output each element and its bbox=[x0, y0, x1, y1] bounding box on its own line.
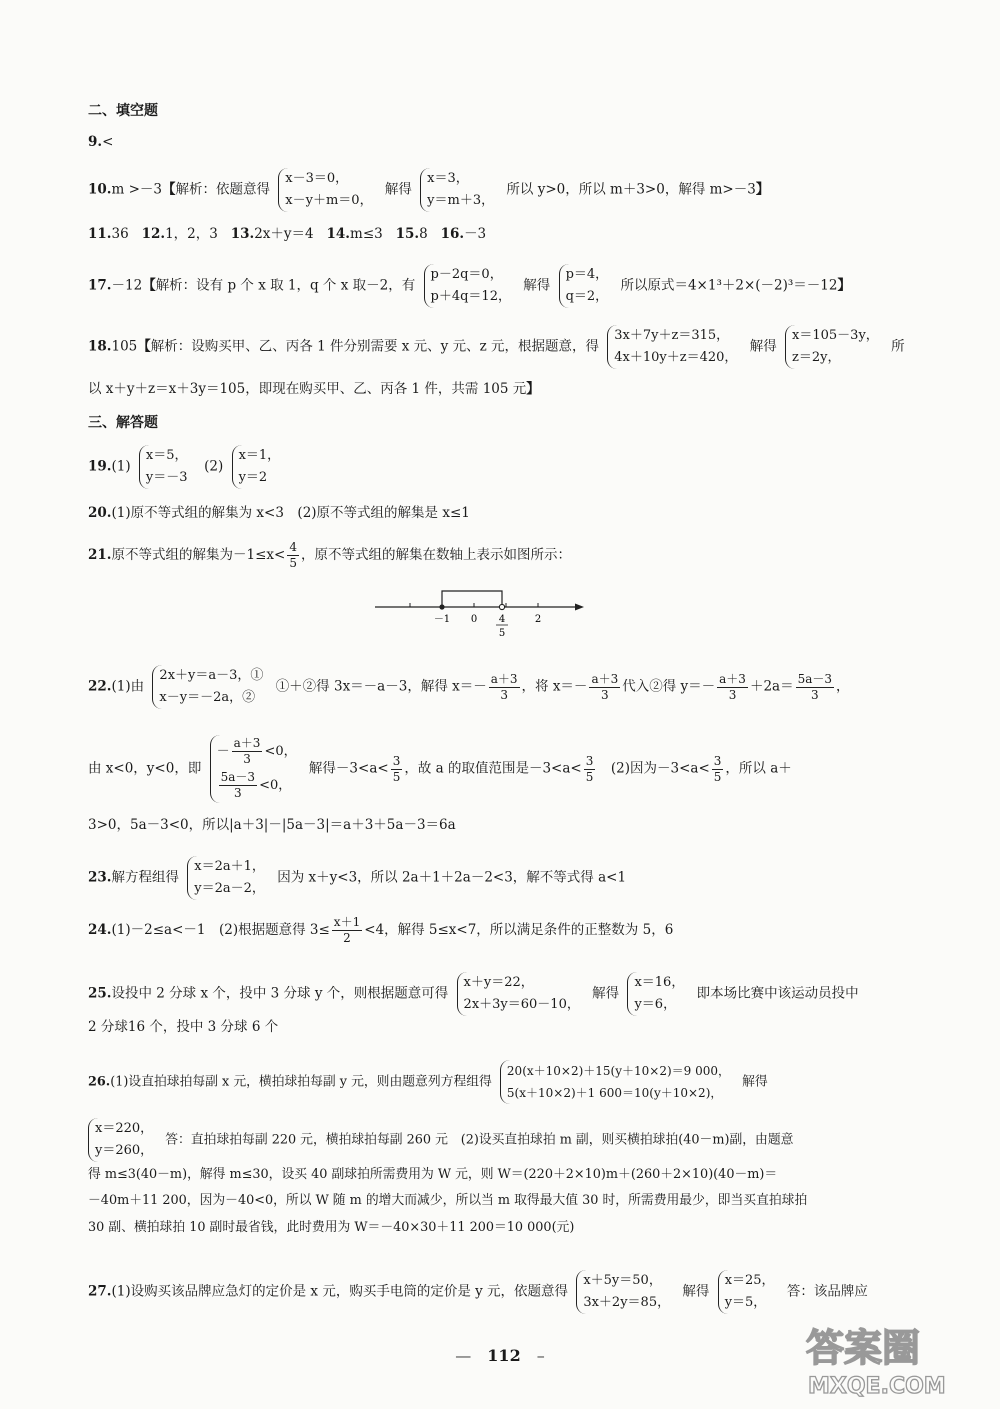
q22-ineq2-den: 3 bbox=[234, 786, 242, 800]
q17-bracket-open: 【 bbox=[142, 277, 156, 294]
q22-frac7-num: 3 bbox=[713, 753, 722, 768]
q10-system1 bbox=[278, 168, 376, 212]
q26-number: 26. bbox=[88, 1074, 111, 1090]
q17-system2-row2: q＝2， bbox=[565, 289, 609, 304]
q26-system2 bbox=[88, 1118, 157, 1162]
q18-text3: 所 bbox=[891, 338, 905, 355]
q15-answer: 8 bbox=[419, 226, 428, 242]
q17-text3: 所以原式＝4×1³＋2×(－2)³＝－12 bbox=[620, 277, 838, 294]
q14-number: 14. bbox=[326, 226, 351, 242]
q19-system2-row1: x＝1， bbox=[238, 448, 281, 463]
q22-frac2-num: a＋3 bbox=[591, 671, 619, 686]
q23-text2: 因为 x＋y<3，所以 2a＋1＋2a－2<3，解不等式得 a<1 bbox=[277, 869, 627, 886]
q17-bracket-close: 】 bbox=[837, 277, 851, 294]
q22-text1: (1)由 bbox=[111, 678, 145, 695]
q22-frac4 bbox=[796, 672, 834, 703]
q25-system1-row2: 2x＋3y＝60－10， bbox=[463, 997, 580, 1012]
q26-text3: 答：直拍球拍每副 220 元，横拍球拍每副 260 元 (2)设买直拍球拍 m 副，则买横拍球拍(40－m)副，由题意 bbox=[165, 1132, 794, 1148]
q27-system1-row2: 3x＋2y＝85， bbox=[583, 1295, 671, 1310]
q18-text4: 以 x＋y＋z＝x＋3y＝105，即现在购买甲、乙、丙各 1 件，共需 105 元 bbox=[88, 381, 527, 397]
q19-system1-row1: x＝5， bbox=[145, 448, 188, 463]
q11-number: 11. bbox=[88, 226, 112, 242]
q22-frac7 bbox=[712, 754, 724, 785]
q22 bbox=[88, 665, 850, 709]
q23-text1: 解方程组得 bbox=[111, 869, 179, 886]
q18-number: 18. bbox=[88, 338, 112, 355]
q27-text1: (1)设购买该品牌应急灯的定价是 x 元，购买手电筒的定价是 y 元，依题意得 bbox=[111, 1283, 569, 1300]
q27-number: 27. bbox=[88, 1283, 112, 1300]
q22-frac6 bbox=[584, 754, 596, 785]
q22-text2: ①＋②得 3x＝－a－3，解得 x＝－ bbox=[275, 678, 487, 695]
q13-answer: 2x＋y＝4 bbox=[254, 226, 314, 242]
q22-system-row2: x－y＝－2a，② bbox=[159, 690, 256, 705]
q10-system1-row2: x－y＋m＝0， bbox=[285, 193, 373, 208]
q17-system1-row1: p－2q＝0， bbox=[430, 267, 503, 282]
q17-answer: －12 bbox=[111, 277, 143, 294]
q22-frac5-num: 3 bbox=[392, 753, 401, 768]
q25-system2-row1: x＝16， bbox=[634, 975, 685, 990]
q22-frac2 bbox=[589, 672, 620, 703]
q21-text2: ，原不等式组的解集在数轴上表示如图所示： bbox=[300, 547, 571, 563]
q22-ineq1-den: 3 bbox=[243, 752, 251, 766]
q22-text6: ， bbox=[836, 678, 850, 695]
q23-system-row2: y＝2a－2， bbox=[194, 881, 265, 896]
q27-system2-row1: x＝25， bbox=[724, 1273, 775, 1288]
q17-text2: 解得 bbox=[523, 277, 551, 294]
q19-part2: (2) bbox=[204, 458, 224, 475]
q18-text2: 解得 bbox=[749, 338, 777, 355]
q19-part1: (1) bbox=[111, 458, 131, 475]
q27-system2-row2: y＝5， bbox=[724, 1295, 767, 1310]
q27-system2 bbox=[718, 1270, 779, 1314]
q18-bracket-close: 】 bbox=[526, 381, 540, 397]
q10-text2: 解得 bbox=[384, 181, 412, 198]
q22-text5: ＋2a＝ bbox=[749, 678, 794, 695]
q22-frac1 bbox=[489, 672, 520, 703]
q17-system2 bbox=[559, 264, 613, 308]
q18-system2-row1: x＝105－3y， bbox=[792, 328, 879, 343]
q25-cont bbox=[88, 1017, 278, 1037]
q22-ineq1-sign: － bbox=[216, 744, 230, 759]
q24-number: 24. bbox=[88, 922, 112, 938]
q22-ineq1-rel: <0， bbox=[264, 744, 297, 759]
q22-ineq1-frac bbox=[232, 736, 263, 767]
q22-frac3-den: 3 bbox=[728, 687, 737, 702]
q23-system bbox=[187, 856, 269, 900]
q22-line2 bbox=[88, 735, 792, 803]
solution-bracket bbox=[442, 591, 502, 607]
open-point-four-fifths bbox=[499, 604, 504, 609]
q17-system1-row2: p＋4q＝12， bbox=[430, 289, 511, 304]
q18-cont bbox=[88, 379, 540, 399]
q22-number: 22. bbox=[88, 678, 112, 695]
watermark-url: MXQE.COM bbox=[808, 1374, 946, 1399]
q26-line2 bbox=[88, 1118, 793, 1162]
q19-system1-row2: y＝－3 bbox=[145, 470, 188, 485]
q26-line5 bbox=[88, 1218, 574, 1238]
label-five: 5 bbox=[498, 628, 506, 639]
label-four: 4 bbox=[498, 614, 506, 625]
q25-number: 25. bbox=[88, 985, 112, 1002]
q26-line3 bbox=[88, 1165, 777, 1185]
q16-number: 16. bbox=[440, 226, 465, 242]
q24-frac-den: 2 bbox=[343, 931, 351, 945]
q18-system2-row2: z＝2y， bbox=[792, 350, 841, 365]
q22-text10: (2)因为－3<a< bbox=[597, 760, 710, 777]
q12-number: 12. bbox=[141, 226, 166, 242]
q26 bbox=[88, 1060, 768, 1104]
q22-text3: ，将 x＝－ bbox=[521, 678, 588, 695]
q10-bracket-open: 【 bbox=[162, 181, 176, 198]
q22-text4: 代入②得 y＝－ bbox=[622, 678, 716, 695]
q18-answer: 105 bbox=[111, 338, 138, 355]
q9 bbox=[88, 132, 113, 152]
q18-system2 bbox=[785, 325, 883, 369]
q22-ineq2-frac bbox=[219, 770, 257, 801]
q22-frac5 bbox=[391, 754, 403, 785]
q18-system1-row1: 3x＋7y＋z＝315， bbox=[614, 328, 730, 343]
q25-text4: 2 分球16 个，投中 3 分球 6 个 bbox=[88, 1019, 279, 1035]
q22-inequality-system bbox=[210, 735, 301, 803]
q10-system1-row1: x－3＝0， bbox=[285, 171, 349, 186]
q22-text9: ，故 a 的取值范围是－3<a< bbox=[404, 760, 582, 777]
watermark-logo bbox=[798, 1319, 988, 1399]
q18-bracket-open: 【 bbox=[137, 338, 151, 355]
q26-line4 bbox=[88, 1191, 807, 1211]
q22-frac1-den: 3 bbox=[500, 687, 508, 702]
q22-line3 bbox=[88, 815, 456, 835]
q25-system1 bbox=[457, 972, 584, 1016]
label-2: 2 bbox=[534, 614, 542, 625]
number-line-arrow bbox=[575, 604, 584, 611]
q21-text1: 原不等式组的解集为－1≤x< bbox=[111, 547, 286, 563]
q10-system2-row2: y＝m＋3， bbox=[427, 193, 495, 208]
q22-text8: 解得－3<a< bbox=[308, 760, 389, 777]
q22-text11: ，所以 a＋ bbox=[725, 760, 792, 777]
q13-number: 13. bbox=[230, 226, 255, 242]
q10-number: 10. bbox=[88, 181, 112, 198]
q22-frac3 bbox=[717, 672, 748, 703]
q26-text4: 得 m≤3(40－m)，解得 m≤30，设买 40 副球拍所需费用为 W 元，则 W＝(220＋2×10)m＋(260＋2×10)(40－m)＝ bbox=[88, 1167, 778, 1182]
q26-text1: (1)设直拍球拍每副 x 元，横拍球拍每副 y 元，则由题意列方程组得 bbox=[110, 1074, 492, 1090]
q27-text2: 解得 bbox=[682, 1283, 710, 1300]
q19-number: 19. bbox=[88, 458, 112, 475]
q10-text3: 所以 y>0，所以 m＋3>0，解得 m>－3 bbox=[506, 181, 756, 198]
q18 bbox=[88, 325, 905, 369]
q22-ineq2-num: 5a－3 bbox=[220, 770, 256, 784]
q22-ineq1-num: a＋3 bbox=[233, 736, 261, 750]
q21 bbox=[88, 540, 571, 571]
page-dash-right: – bbox=[536, 1346, 545, 1365]
q21-frac-num: 4 bbox=[289, 540, 297, 554]
q24 bbox=[88, 915, 673, 946]
q26-system2-row1: x＝220， bbox=[95, 1121, 154, 1136]
q22-system-row1: 2x＋y＝a－3，① bbox=[159, 668, 264, 683]
label-minus1: －1 bbox=[433, 614, 451, 625]
q24-frac-num: x＋1 bbox=[333, 915, 361, 929]
q19-system2 bbox=[232, 445, 285, 489]
q23-system-row1: x＝2a＋1， bbox=[194, 859, 265, 874]
section-fill-in: 二、填空题 bbox=[88, 103, 158, 119]
q9-number: 9. bbox=[88, 134, 103, 150]
page-dash-left: — bbox=[455, 1346, 472, 1365]
q12-answer: 1，2，3 bbox=[165, 226, 218, 242]
q20-number: 20. bbox=[88, 505, 112, 521]
q25 bbox=[88, 972, 859, 1016]
q25-text1: 设投中 2 分球 x 个，投中 3 分球 y 个，则根据题意可得 bbox=[111, 985, 449, 1002]
q10-text1: 解析：依题意得 bbox=[175, 181, 270, 198]
q22-frac6-den: 5 bbox=[585, 769, 594, 784]
q20 bbox=[88, 503, 470, 523]
q23 bbox=[88, 856, 626, 900]
q22-frac5-den: 5 bbox=[392, 769, 401, 784]
section-solve: 三、解答题 bbox=[88, 415, 158, 431]
q25-text2: 解得 bbox=[592, 985, 620, 1002]
q21-frac-den: 5 bbox=[289, 556, 297, 570]
q26-text2: 解得 bbox=[742, 1074, 768, 1090]
q10-system2 bbox=[420, 168, 498, 212]
q27-text3: 答：该品牌应 bbox=[786, 1283, 868, 1300]
q22-text12: 3>0，5a－3<0，所以|a＋3|－|5a－3|＝a＋3＋5a－3＝6a bbox=[88, 817, 456, 833]
q26-text6: 30 副、横拍球拍 10 副时最省钱，此时费用为 W＝－40×30＋11 200＝10 000(元) bbox=[88, 1220, 575, 1235]
q15-number: 15. bbox=[395, 226, 420, 242]
q22-ineq-row1 bbox=[217, 735, 297, 769]
q18-text1: 解析：设购买甲、乙、丙各 1 件分别需要 x 元、y 元、z 元，根据题意，得 bbox=[150, 338, 599, 355]
label-0: 0 bbox=[470, 614, 478, 625]
q19-system1 bbox=[139, 445, 192, 489]
q26-system1-row1: 20(x＋10×2)＋15(y＋10×2)＝9 000， bbox=[506, 1064, 731, 1078]
q10 bbox=[88, 168, 769, 212]
q22-system bbox=[152, 665, 267, 709]
q21-number: 21. bbox=[88, 547, 112, 563]
q20-text: (1)原不等式组的解集为 x<3 (2)原不等式组的解集是 x≤1 bbox=[111, 505, 470, 521]
q22-frac3-num: a＋3 bbox=[719, 671, 746, 686]
q17 bbox=[88, 264, 851, 308]
q17-system1 bbox=[424, 264, 515, 308]
q24-text2: <4，解得 5≤x<7，所以满足条件的正整数为 5，6 bbox=[364, 922, 674, 938]
q22-frac1-num: a＋3 bbox=[490, 671, 518, 686]
q14-answer: m≤3 bbox=[350, 226, 383, 242]
closed-point-minus1 bbox=[439, 604, 444, 609]
q22-frac4-den: 3 bbox=[810, 687, 819, 702]
q22-frac2-den: 3 bbox=[601, 687, 609, 702]
q25-text3: 即本场比赛中该运动员投中 bbox=[696, 985, 859, 1002]
q26-text5: －40m＋11 200，因为－40<0，所以 W 随 m 的增大而减少，所以当 m 取得最大值 30 时，所需费用最少，即当买直拍球拍 bbox=[88, 1193, 808, 1208]
q22-ineq2-rel: <0， bbox=[259, 778, 292, 793]
q17-number: 17. bbox=[88, 277, 112, 294]
q16-answer: －3 bbox=[464, 226, 487, 242]
number-line-figure bbox=[370, 590, 590, 640]
q11-16 bbox=[88, 224, 486, 244]
q19-system2-row2: y＝2 bbox=[238, 470, 268, 485]
q10-bracket-close: 】 bbox=[755, 181, 770, 198]
q10-system2-row1: x＝3， bbox=[427, 171, 469, 186]
q18-system1-row2: 4x＋10y＋z＝420， bbox=[614, 350, 738, 365]
q22-text7: 由 x<0，y<0，即 bbox=[88, 760, 202, 777]
q27-system1-row1: x＋5y＝50， bbox=[583, 1273, 662, 1288]
q17-text1: 解析：设有 p 个 x 取 1，q 个 x 取－2，有 bbox=[155, 277, 416, 294]
q25-system2-row2: y＝6， bbox=[634, 997, 677, 1012]
q24-text1: (1)－2≤a<－1 (2)根据题意得 3≤ bbox=[111, 922, 330, 938]
q18-system1 bbox=[607, 325, 741, 369]
q22-frac7-den: 5 bbox=[713, 769, 722, 784]
q22-frac6-num: 3 bbox=[585, 753, 594, 768]
page-number: 112 bbox=[487, 1346, 521, 1365]
q25-system1-row1: x＋y＝22， bbox=[463, 975, 534, 990]
q26-system1-row2: 5(x＋10×2)＋1 600＝10(y＋10×2)， bbox=[506, 1086, 723, 1100]
q21-fraction bbox=[287, 540, 299, 571]
watermark-main: 答案圈 bbox=[806, 1326, 921, 1370]
q19 bbox=[88, 445, 288, 489]
q23-number: 23. bbox=[88, 869, 112, 886]
q22-frac4-num: 5a－3 bbox=[797, 671, 833, 686]
q24-frac bbox=[332, 915, 362, 946]
q26-system1 bbox=[500, 1060, 734, 1104]
q27-system1 bbox=[576, 1270, 674, 1314]
q22-ineq-row2 bbox=[217, 769, 297, 803]
q27 bbox=[88, 1270, 868, 1314]
q17-system2-row1: p＝4， bbox=[565, 267, 609, 282]
q25-system2 bbox=[627, 972, 688, 1016]
q10-answer: m >－3 bbox=[111, 181, 162, 198]
q26-system2-row2: y＝260， bbox=[95, 1143, 154, 1158]
q11-answer: 36 bbox=[111, 226, 129, 242]
q9-answer: < bbox=[102, 134, 114, 150]
